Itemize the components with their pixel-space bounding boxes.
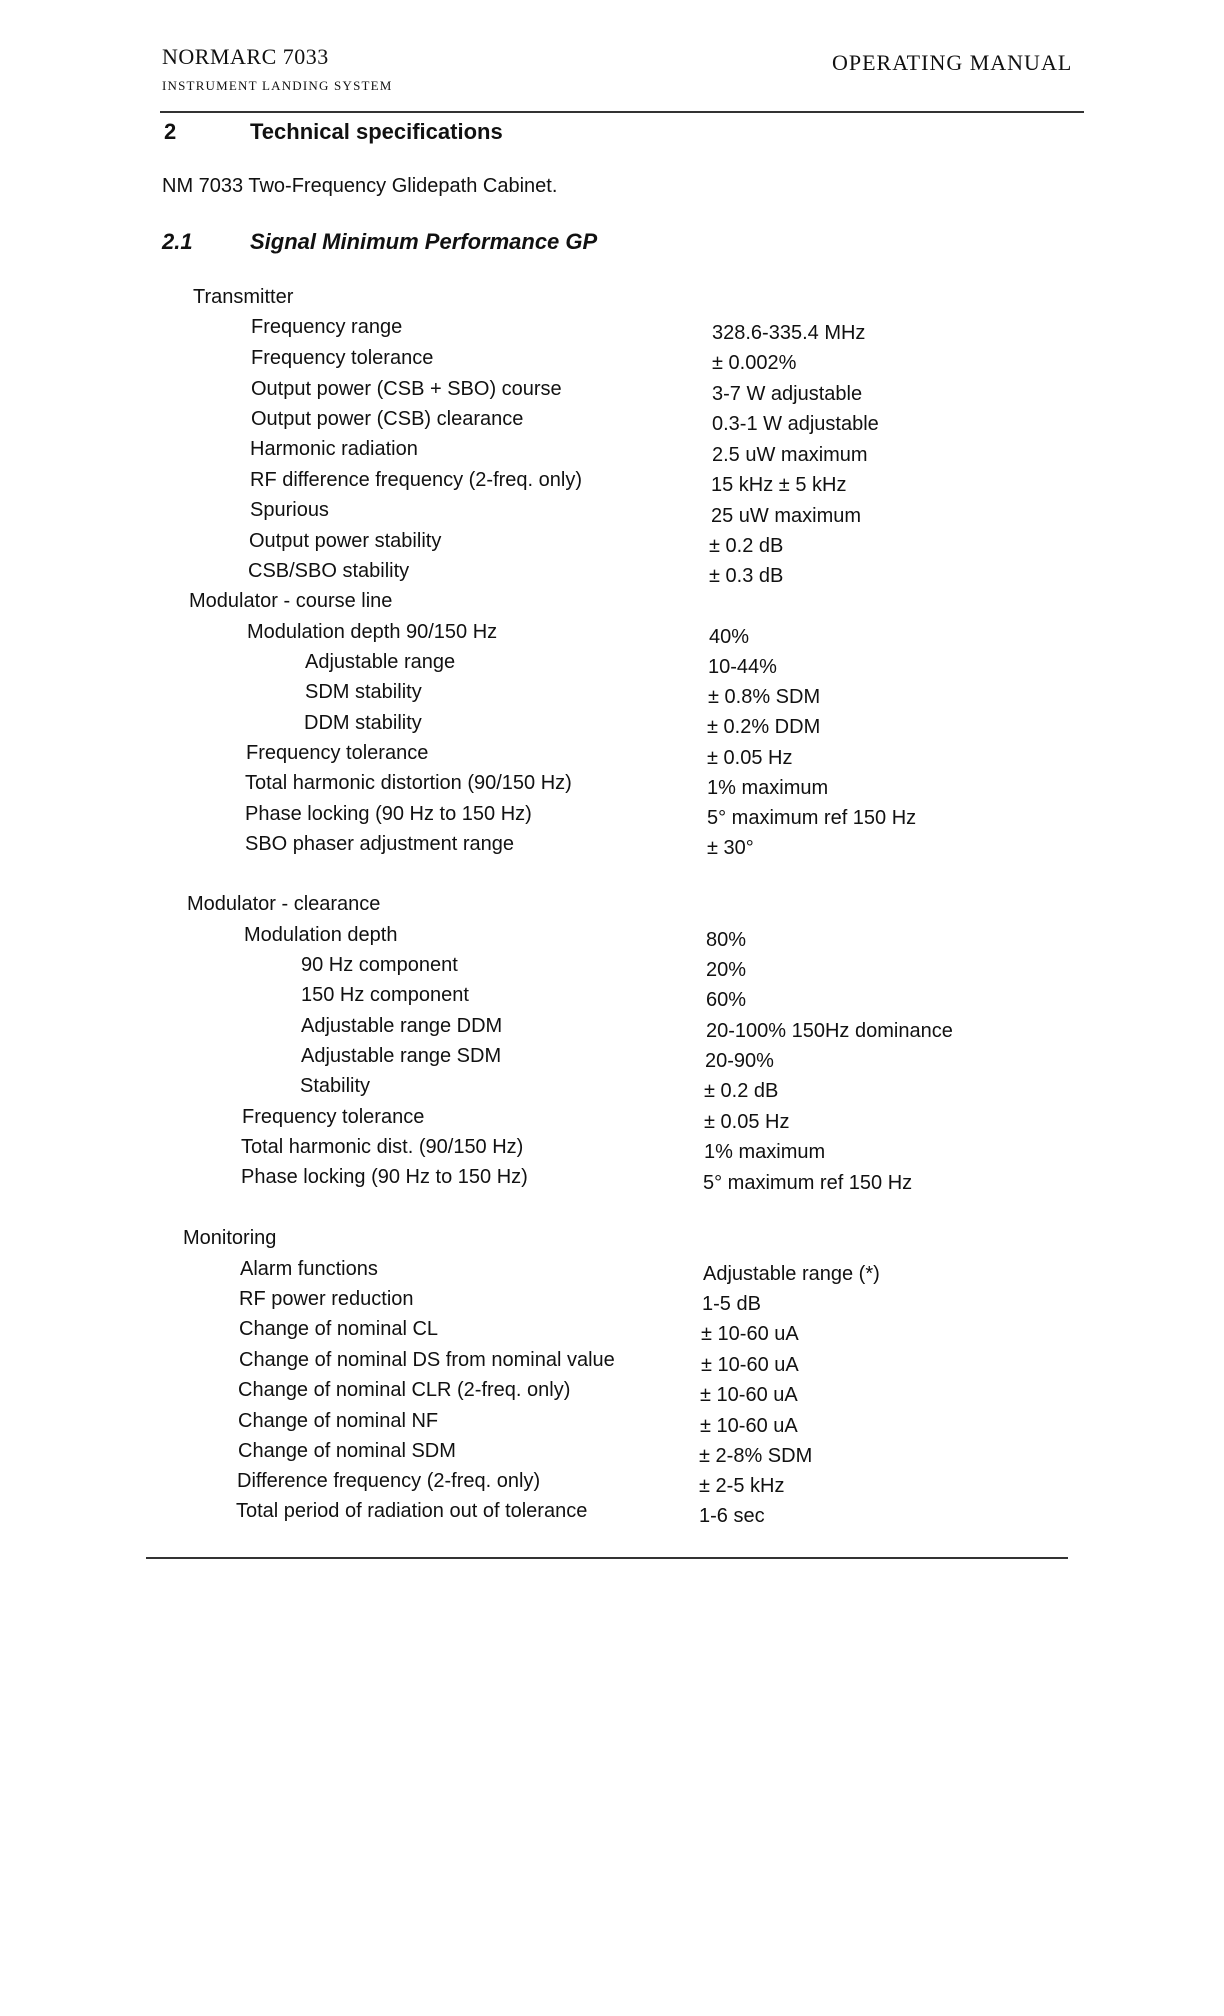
spec-value: 20-90% — [705, 1050, 774, 1072]
header-product-subtitle: INSTRUMENT LANDING SYSTEM — [162, 78, 393, 93]
spec-value: ± 0.8% SDM — [708, 686, 821, 708]
spec-value: ± 2-8% SDM — [699, 1445, 813, 1467]
spec-value: ± 0.05 Hz — [704, 1111, 790, 1133]
spec-label: Total harmonic distortion (90/150 Hz) — [245, 772, 572, 794]
header-rule — [160, 111, 1084, 113]
spec-value: ± 0.2 dB — [709, 535, 784, 557]
group-heading-modulator-course: Modulator - course line — [189, 590, 393, 612]
spec-value: 3-7 W adjustable — [712, 383, 863, 405]
spec-label: Frequency range — [251, 316, 403, 338]
spec-label: Difference frequency (2-freq. only) — [237, 1470, 541, 1492]
spec-label: Change of nominal NF — [238, 1410, 439, 1432]
spec-label: 150 Hz component — [301, 984, 469, 1006]
spec-label: DDM stability — [304, 712, 422, 734]
spec-label: Adjustable range DDM — [301, 1015, 503, 1037]
spec-label: Change of nominal DS from nominal value — [239, 1349, 615, 1371]
spec-label: Frequency tolerance — [246, 742, 429, 764]
section-number: 2 — [164, 119, 177, 144]
spec-value: 2.5 uW maximum — [712, 444, 868, 466]
spec-label: SBO phaser adjustment range — [245, 833, 515, 855]
spec-value: ± 10-60 uA — [700, 1384, 798, 1406]
spec-value: Adjustable range (*) — [703, 1263, 880, 1285]
spec-value: 0.3-1 W adjustable — [712, 413, 879, 435]
spec-label: RF difference frequency (2-freq. only) — [250, 469, 583, 491]
spec-value: ± 0.3 dB — [709, 565, 784, 587]
spec-label: Phase locking (90 Hz to 150 Hz) — [245, 803, 532, 825]
spec-label: Modulation depth 90/150 Hz — [247, 621, 498, 643]
spec-label: Output power stability — [249, 530, 442, 552]
spec-value: 20% — [706, 959, 747, 981]
spec-value: 1% maximum — [704, 1141, 826, 1163]
spec-label: CSB/SBO stability — [248, 560, 410, 582]
spec-value: ± 30° — [707, 837, 754, 859]
spec-label: 90 Hz component — [301, 954, 458, 976]
spec-value: 328.6-335.4 MHz — [712, 322, 866, 344]
spec-label: Spurious — [250, 499, 329, 521]
subsection-title: Signal Minimum Performance GP — [250, 229, 598, 254]
spec-label: Modulation depth — [244, 924, 398, 946]
spec-label: Total period of radiation out of tolerance — [236, 1500, 588, 1522]
subsection-number: 2.1 — [162, 229, 193, 254]
group-heading-transmitter: Transmitter — [193, 286, 294, 308]
header-product-title: NORMARC 7033 — [162, 44, 329, 69]
spec-value: 1-6 sec — [699, 1505, 765, 1527]
spec-label: Frequency tolerance — [251, 347, 434, 369]
intro-text: NM 7033 Two-Frequency Glidepath Cabinet. — [162, 175, 558, 197]
spec-value: 1% maximum — [707, 777, 829, 799]
spec-label: Stability — [300, 1075, 371, 1097]
header-manual-title: OPERATING MANUAL — [832, 50, 1073, 75]
spec-value: ± 0.002% — [712, 352, 797, 374]
spec-label: Change of nominal SDM — [238, 1440, 456, 1462]
spec-value: ± 10-60 uA — [701, 1354, 799, 1376]
section-title: Technical specifications — [250, 119, 503, 144]
running-header-left — [162, 44, 393, 94]
spec-value: 1-5 dB — [702, 1293, 761, 1315]
spec-value: 5° maximum ref 150 Hz — [703, 1172, 913, 1194]
spec-value: ± 0.05 Hz — [707, 747, 793, 769]
spec-value: ± 10-60 uA — [700, 1415, 798, 1437]
spec-label: Adjustable range — [305, 651, 456, 673]
spec-label: SDM stability — [305, 681, 422, 703]
spec-value: 20-100% 150Hz dominance — [706, 1020, 953, 1042]
spec-value: ± 2-5 kHz — [699, 1475, 785, 1497]
group-heading-modulator-clearance: Modulator - clearance — [187, 893, 381, 915]
spec-label: Alarm functions — [240, 1258, 378, 1280]
group-heading-monitoring: Monitoring — [183, 1227, 277, 1249]
spec-value: 15 kHz ± 5 kHz — [711, 474, 847, 496]
spec-value: ± 0.2% DDM — [707, 716, 821, 738]
spec-label: Phase locking (90 Hz to 150 Hz) — [241, 1166, 528, 1188]
spec-value: 5° maximum ref 150 Hz — [707, 807, 917, 829]
spec-label: RF power reduction — [239, 1288, 414, 1310]
spec-label: Output power (CSB) clearance — [251, 408, 524, 430]
spec-label: Frequency tolerance — [242, 1106, 425, 1128]
spec-value: 60% — [706, 989, 747, 1011]
spec-value: 80% — [706, 929, 747, 951]
spec-value: ± 10-60 uA — [701, 1323, 799, 1345]
spec-label: Output power (CSB + SBO) course — [251, 378, 562, 400]
footer-rule — [146, 1557, 1068, 1559]
spec-label: Change of nominal CL — [239, 1318, 439, 1340]
spec-value: 10-44% — [708, 656, 777, 678]
spec-value: ± 0.2 dB — [704, 1080, 779, 1102]
spec-label: Change of nominal CLR (2-freq. only) — [238, 1379, 571, 1401]
spec-value: 40% — [709, 626, 750, 648]
spec-label: Adjustable range SDM — [301, 1045, 502, 1067]
spec-value: 25 uW maximum — [711, 505, 862, 527]
spec-label: Harmonic radiation — [250, 438, 418, 460]
spec-label: Total harmonic dist. (90/150 Hz) — [241, 1136, 524, 1158]
